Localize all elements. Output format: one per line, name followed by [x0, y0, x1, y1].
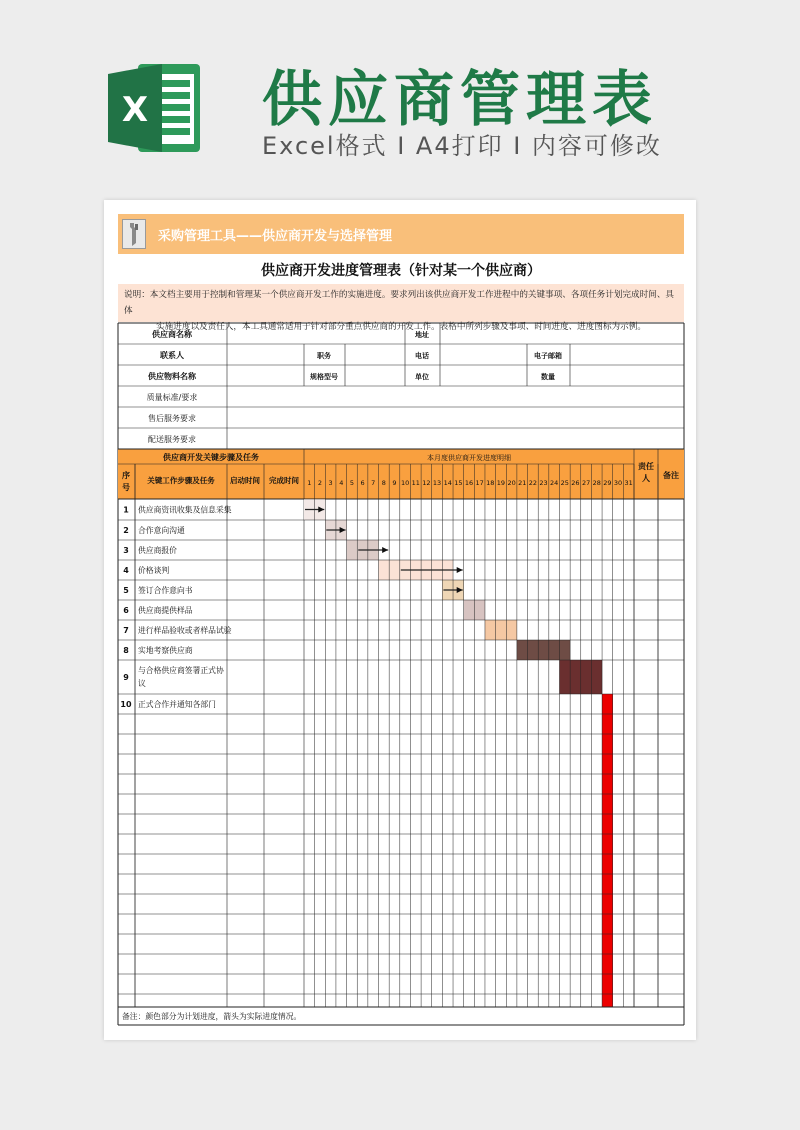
task-name: 进行样品验收或者样品试验 [138, 626, 232, 635]
task-name: 供应商提供样品 [138, 606, 193, 615]
day-label: 29 [603, 479, 612, 487]
day-label: 24 [550, 479, 559, 487]
label-address: 地址 [415, 331, 429, 339]
day-label: 20 [507, 479, 516, 487]
label-supplier-name: 供应商名称 [152, 330, 192, 339]
day-label: 25 [560, 479, 569, 487]
day-label: 16 [464, 479, 474, 487]
task-number: 5 [123, 586, 129, 595]
header-start: 启动时间 [230, 476, 260, 485]
task-number: 7 [123, 626, 129, 635]
label-after-sales: 售后服务要求 [148, 414, 196, 423]
svg-text:X: X [121, 90, 149, 130]
document-title: 供应商开发进度管理表（针对某一个供应商） [261, 263, 541, 279]
day-label: 21 [518, 479, 527, 487]
planned-bar [485, 620, 517, 640]
label-quantity: 数量 [541, 373, 555, 381]
day-label: 31 [624, 479, 633, 487]
label-phone: 电话 [415, 352, 429, 360]
day-label: 27 [581, 479, 591, 487]
label-material: 供应物料名称 [148, 372, 196, 381]
header-remark: 备注 [663, 471, 679, 480]
label-delivery: 配送服务要求 [148, 435, 196, 444]
progress-arrow-head [382, 547, 388, 553]
day-label: 18 [486, 479, 495, 487]
header-finish: 完成时间 [269, 476, 299, 485]
day-label: 28 [592, 479, 601, 487]
task-name: 合作意向沟通 [138, 526, 185, 535]
footnote: 备注：颜色部分为计划进度，箭头为实际进度情况。 [122, 1012, 302, 1021]
day-label: 8 [381, 479, 386, 487]
header-no: 序 [122, 471, 130, 480]
task-name: 供应商报价 [138, 546, 177, 555]
description-line-2: 实施进度以及责任人，本工具通常适用于针对部分重点供应商的开发工作。表格中所列步骤及事项、时间进度、进度图标为示例。 [156, 322, 646, 332]
task-number: 9 [123, 673, 129, 682]
task-name: 实地考察供应商 [138, 646, 193, 655]
task-name: 价格谈判 [138, 566, 170, 575]
task-name: 与合格供应商签署正式协 [138, 666, 224, 675]
day-label: 19 [496, 479, 506, 487]
day-label: 13 [432, 479, 442, 487]
day-label: 15 [454, 479, 463, 487]
task-number: 4 [123, 566, 129, 575]
header-owner: 责任 [638, 462, 654, 471]
day-label: 17 [475, 479, 484, 487]
task-name: 签订合作意向书 [138, 586, 193, 595]
day-label: 23 [539, 479, 548, 487]
header-task: 关键工作步骤及任务 [147, 476, 215, 485]
progress-arrow-head [457, 567, 463, 573]
day-label: 12 [422, 479, 431, 487]
task-number: 10 [120, 700, 132, 709]
label-unit: 单位 [415, 373, 429, 381]
page-subtitle: Excel格式 I A4打印 I 内容可修改 [262, 132, 662, 160]
task-number: 8 [123, 646, 129, 655]
label-email: 电子邮箱 [534, 352, 562, 360]
task-number: 3 [123, 546, 129, 555]
task-name: 供应商资讯收集及信息采集 [138, 505, 232, 515]
day-label: 4 [339, 479, 344, 487]
day-label: 11 [411, 479, 420, 487]
description-line-1: 说明：本文档主要用于控制和管理某一个供应商开发工作的实施进度。要求列出该供应商开发工作进程中的关键事项、各项任务计划完成时间、具体 [124, 290, 675, 316]
planned-bar-extended [602, 694, 613, 1007]
day-label: 3 [328, 479, 333, 487]
day-label: 9 [392, 479, 397, 487]
day-label: 10 [400, 479, 410, 487]
planned-bar [517, 640, 570, 660]
banner-title: 采购管理工具——供应商开发与选择管理 [158, 229, 393, 244]
task-name-2: 议 [138, 679, 146, 688]
header-right: 本月度供应商开发进度明细 [427, 454, 511, 462]
day-label: 7 [371, 479, 376, 487]
task-number: 2 [123, 526, 129, 535]
day-label: 14 [443, 479, 452, 487]
task-number: 6 [123, 606, 129, 615]
day-label: 22 [528, 479, 538, 487]
header-owner-2: 人 [642, 474, 650, 483]
task-number: 1 [123, 505, 129, 515]
day-label: 6 [360, 479, 365, 487]
label-contact: 联系人 [160, 351, 184, 360]
day-label: 5 [349, 479, 354, 487]
label-spec: 规格型号 [310, 373, 338, 381]
label-quality: 质量标准/要求 [146, 393, 198, 402]
day-label: 2 [317, 479, 323, 487]
page-title: 供应商管理表 [262, 65, 658, 135]
day-label: 26 [571, 479, 580, 487]
label-position: 职务 [317, 352, 331, 360]
header-no-2: 号 [122, 483, 130, 492]
header-left: 供应商开发关键步骤及任务 [163, 453, 259, 462]
task-name: 正式合作并通知各部门 [138, 700, 216, 709]
day-label: 30 [613, 479, 623, 487]
day-label: 1 [307, 479, 312, 487]
